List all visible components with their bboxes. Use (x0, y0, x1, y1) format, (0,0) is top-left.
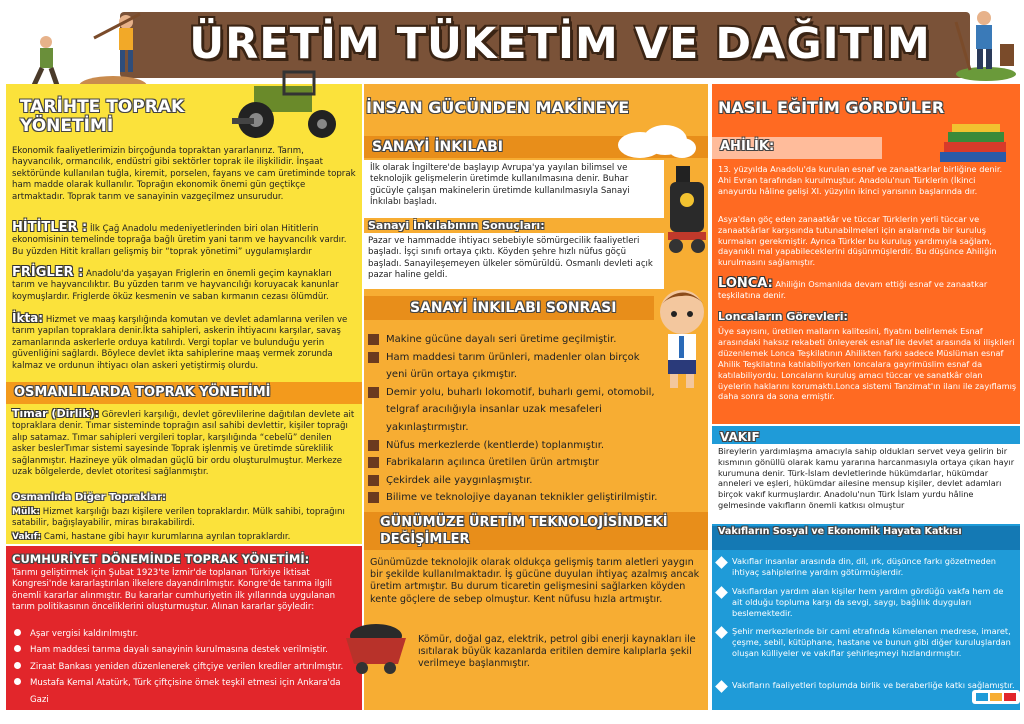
bullet-icon (368, 457, 379, 468)
mine-cart-icon (340, 622, 410, 676)
frigler-text: Anadolu'da yaşayan Friglerin en önemli geçim kaynakları tarım ve hayvancılıktır. Bu yüzden tarım ve hayvancılığı koruyacak kanunlar koymuşlardır. Friglerde öküz kesmenin ve saban kırmanın cezası ölümdür. (12, 269, 339, 302)
list-item: Fabrikaların açılınca üretilen ürün artmıştır (368, 454, 658, 472)
list-item: Aşar vergisi kaldırılmıştır. (12, 626, 357, 642)
hititler-label: HİTİTLER : (12, 220, 88, 235)
list-item: Makine gücüne dayalı seri üretime geçilmiştir. (368, 331, 658, 349)
sonuclar-heading: Sanayi İnkılabının Sonuçları: (368, 219, 545, 232)
nasil-egitim-heading: NASIL EĞİTİM GÖRDÜLER (718, 98, 945, 117)
boy-character-icon (650, 284, 712, 392)
osmanli-heading: OSMANLILARDA TOPRAK YÖNETİMİ (14, 385, 271, 400)
list-item: Nüfus merkezlerde (kentlerde) toplanmıştır. (368, 437, 658, 455)
locomotive-icon (664, 160, 710, 256)
list-item: Şehir merkezlerinde bir cami etrafında kümelenen medrese, imaret, çeşme, sebil, kütüphane, hastane ve bunun gibi diğer kuruluşlardan oluşan külliyeler ve vakıflar şehirleşmeyi hızlandırmıştır. (716, 626, 1016, 680)
vakif-toprak-paragraph (12, 532, 357, 543)
ikta-label: İkta: (12, 311, 44, 325)
vakif-katki-list (716, 556, 1016, 694)
lonca-gorevleri-text: Üye sayısını, üretilen malların kalitesini, fiyatını belirlemek Esnaf arasındaki haksız rekabeti önleyerek esnaf ile devlet arasında ki ilişkileri düzenlemek Lonca Teşkilatının Ahilikten farkı sadece Müslüman esnaf Ahilik Teşkilatına katılabiliyorken loncalara gayrimüslim esnaf da katılabiliyordu. Loncaların kuruluş amacı tüccar ve sanatkâr olan üyelerin haklarını korumaktı.Lonca sistemi Tanzimat'ın ilanı ile zayıflamış daha sonra da sona ermiştir. (718, 326, 1017, 402)
bullet-icon (368, 387, 379, 398)
tractor-icon (220, 68, 350, 142)
list-item: Ham maddesi tarım ürünleri, madenler olan birçok yeni ürün ortaya çıkmıştır. (368, 349, 658, 384)
sanayi-inkilabi-text: İlk olarak İngiltere'de başlayıp Avrupa'ya yayılan bilimsel ve teknolojik gelişmelerin üretimde kullanılmasına denir. Buhar gücüyle çalışan makinelerin üretimde kullanılmasıyla Sanayi İnkılabı başladı. (370, 163, 630, 208)
bullet-icon (368, 475, 379, 486)
bullet-icon (14, 711, 21, 718)
bullet-icon (14, 629, 21, 636)
cumhuriyet-list (12, 626, 357, 724)
mulk-paragraph (12, 507, 357, 530)
bullet-icon (368, 492, 379, 503)
page-title: ÜRETİM TÜKETİM VE DAĞITIM (189, 19, 931, 69)
bullet-icon (715, 680, 728, 693)
ahilik-heading: AHİLİK: (720, 139, 775, 154)
hititler-text: İlk Çağ Anadolu medeniyetlerinden biri olan Hititlerin ekonomisinin temelinde toprağa bağlı üretim yani tarım ve hayvancılık vardır. Bu yüzden Hitit kralları gelişmiş bir “toprak yönetimi” uygulamışlardır (12, 224, 347, 257)
publisher-logo-icon (972, 690, 1020, 712)
list-item: Demir yolu, buharlı lokomotif, buharlı gemi, otomobil, telgraf aracılığıyla insanlar uzak mesafeleri yakınlaştırmıştır. (368, 384, 658, 437)
sonuclar-text: Pazar ve hammadde ihtiyacı sebebiyle sömürgecilik faaliyetleri başladı. İşçi sınıfı ortaya çıktı. Köyden şehre hızlı nüfus göçü başladı. Sanayileşemeyen ülkeler sömürüldü. Osmanlı devleti açık pazar haline geldi. (368, 236, 653, 281)
list-item: Ziraat Bankası yeniden düzenlenerek çiftçiye verilen krediler artırılmıştır. (12, 659, 357, 675)
bullet-icon (368, 334, 379, 345)
list-item: Vakıflar insanlar arasında din, dil, ırk, düşünce farkı gözetmeden ihtiyaç sahiplerine yardım götürmüşlerdir. (716, 556, 1016, 586)
cloud-icon (610, 120, 700, 160)
hititler-paragraph (12, 222, 357, 258)
list-item: Vakıflardan yardım alan kişiler hem yardım gördüğü vakfa hem de ait olduğu topluma karşı da sevgi, saygı, bağlılık duyguları beslemektedir. (716, 586, 1016, 626)
ahilik-text-1: 13. yüzyılda Anadolu'da kurulan esnaf ve zanaatkarlar birliğine denir. Ahi Evran tarafından kurulmuştur. Anadolu'nun Türklerin (İkinci anayurdu hâline gelişi XI. yüzyılın ikinci yarısının başlarında dır. (718, 164, 1003, 196)
toprak-intro-text: Ekonomik faaliyetlerimizin birçoğunda topraktan yararlanırız. Tarım, hayvancılık, ormancılık, endüstri gibi sektörler toprak ile ilişkilidir. İnşaat sektöründe kullanılan tuğla, kiremit, porselen, fayans ve cam üretiminde toprak ham madde olarak kullanılır. Toprağın ekonomik önemi gün geçtikçe artmaktadır. Toprak tarım ve sanayinin vazgeçilmez unsurudur. (12, 146, 356, 202)
vakif-katki-heading: Vakıfların Sosyal ve Ekonomik Hayata Katkısı (718, 526, 962, 537)
vakif-heading: VAKIF (720, 430, 760, 444)
insan-gucu-heading: İNSAN GÜCÜNDEN MAKİNEYE (366, 98, 630, 117)
ahilik-text-2: Asya'dan göç eden zanaatkâr ve tüccar Türklerin yerli tüccar ve zanaatkârlar karşısında tutunabilmeleri için aralarında bir kuruluş kurmaları gerekmiştir. Ayrıca Türkler bu kuruluş yardımıyla sağlam, dayanıklı mal yapabileceklerini düşünmüşlerdir. Bu düşünce Ahiliğin kurulmasını sağlamıştır. (718, 214, 997, 268)
bullet-icon (14, 678, 21, 685)
mulk-label: Mülk: (12, 507, 41, 517)
list-item: Orman Çiftliğini ve diğer yerlerde bazı çiftlikleri kurmuştur. (12, 708, 357, 724)
bullet-icon (368, 440, 379, 451)
books-icon (936, 122, 1016, 166)
list-item: Vakıfların faaliyetleri toplumda birlik ve beraberliğe katkı sağlamıştır. (716, 680, 1016, 694)
sonrasi-list (368, 331, 658, 507)
mulk-text: Hizmet karşılığı bazı kişilere verilen topraklardır. Mülk sahibi, toprağını satabilir, bağışlayabilir, miras bırakabilirdi. (12, 507, 345, 529)
cumhuriyet-intro-text: Tarımı geliştirmek için Şubat 1923'te İzmir'de toplanan Türkiye İktisat Kongresi'nde kararlaştırılan ilkelere dayandırılmıştır. Kongre'de tarıma ilgili önemli kararlar alınmıştır. Bu kararlar cumhuriyetin ilk yıllarında uygulanan tarım politikasının önceliklerini oluşturmuştur. Alınan kararlar şöyledir: (12, 568, 336, 613)
bullet-icon (368, 352, 379, 363)
vakif-text: Bireylerin yardımlaşma amacıyla sahip oldukları servet veya gelirin bir kısmının gönüllü olarak kamu yararına harcanmasıyla ortaya çıkan hayır kurumuna denir. Türk-İslam devletlerinde hükümdarlar, hükümdar anneleri ve eşleri, hükümdar ailesine mensup kişiler, devlet adamları birçok vakıf kurmuşlardır. Anadolu'nun Türk İslam yurdu hâline gelmesinde vakıfların önemli katkısı olmuştur (718, 446, 1015, 510)
timar-text: Görevleri karşılığı, devlet görevlilerine dağıtılan devlete ait topraklara denir. Tımar sisteminde toprağın asıl sahibi devlettir, kişiler toprağı alıp satamaz. Tımar sahipleri vergileri toplar, karşılığında “cebelü” denilen asker beslerTımar sistemi sayesinde Toprak işlenmiş ve üretimde süreklilik sağlanmıştır. Hazineye yük olmadan güçlü bir ordu oluşturulmuştur. Merkeze uzak bölgelerde, devlet otoritesi sağlanmıştır. (12, 410, 355, 478)
ikta-text: Hizmet ve maaş karşılığında komutan ve devlet adamlarına verilen ve tarım yapılan topraklara denir.İkta sahipleri, askerin ihtiyacını karşılar, savaş zamanlarında askerlerle orduya katılırdı. Vergi toplar ve bulunduğu yerin güvenliğini sağlardı. Böylece devlet ikta sahiplerine maaş vermek zorunda kalmaz ve ordunun ihtiyacı olan askeri yetiştirmiş olurdu. (12, 315, 348, 371)
list-item: Ham maddesi tarıma dayalı sanayinin kurulmasına destek verilmiştir. (12, 642, 357, 658)
lonca-label: LONCA: (718, 276, 773, 291)
sanayi-inkilabi-heading: SANAYİ İNKILABI (372, 139, 503, 155)
frigler-label: FRİGLER : (12, 265, 84, 280)
sanayi-sonrasi-heading: SANAYİ İNKILABI SONRASI (410, 300, 617, 316)
ikta-paragraph (12, 313, 357, 372)
timar-label: Tımar (Dirlik): (12, 407, 100, 420)
gunumuz-text: Günümüzde teknolojik olarak oldukça gelişmiş tarım aletleri yaygın bir şekilde kullanılmaktadır. İş gücüne duyulan ihtiyaç azalmış ancak üretim artmıştır. Bu durum ticaretin gelişmesini sağlarken köyden kente göçlere de sebep olmuştur. Kent nüfusu hızla artmıştır. (370, 557, 700, 605)
list-item: Mustafa Kemal Atatürk, Türk çiftçisine örnek teşkil etmesi için Ankara'da Gazi (12, 675, 357, 708)
bullet-icon (14, 662, 21, 669)
gunumuz-heading: GÜNÜMÜZE ÜRETİM TEKNOLOJİSİNDEKİ DEĞİŞİMLER (380, 515, 668, 547)
diger-topraklar-heading: Osmanlıda Diğer Topraklar: (12, 492, 167, 503)
frigler-paragraph (12, 267, 357, 303)
bullet-icon (715, 586, 728, 599)
lonca-gorevleri-heading: Loncaların Görevleri: (718, 310, 848, 323)
komur-text: Kömür, doğal gaz, elektrik, petrol gibi enerji kaynakları ile ısıtılarak büyük kazanlarda eritilen demire kalıplarla şekil verilmeye başlanmıştır. (418, 634, 696, 670)
lonca-paragraph (718, 276, 1016, 301)
bullet-icon (14, 645, 21, 652)
farmer-with-tools-icon (936, 4, 1022, 82)
list-item: Çekirdek aile yaygınlaşmıştır. (368, 472, 658, 490)
cumhuriyet-heading: CUMHURİYET DÖNEMİNDE TOPRAK YÖNETİMİ: (12, 552, 310, 566)
vakif-toprak-label: Vakıf: (12, 532, 42, 542)
lonca-text: Ahiliğin Osmanlıda devam ettiği esnaf ve zanaatkar teşkilatına denir. (718, 279, 988, 300)
bullet-icon (715, 556, 728, 569)
bullet-icon (715, 626, 728, 639)
tarihte-toprak-heading: TARİHTE TOPRAK YÖNETİMİ (20, 97, 185, 136)
vakif-toprak-text: Cami, hastane gibi hayır kurumlarına ayrılan topraklardır. (43, 532, 291, 542)
timar-paragraph (12, 408, 357, 478)
list-item: Bilime ve teknolojiye dayanan teknikler geliştirilmiştir. (368, 489, 658, 507)
